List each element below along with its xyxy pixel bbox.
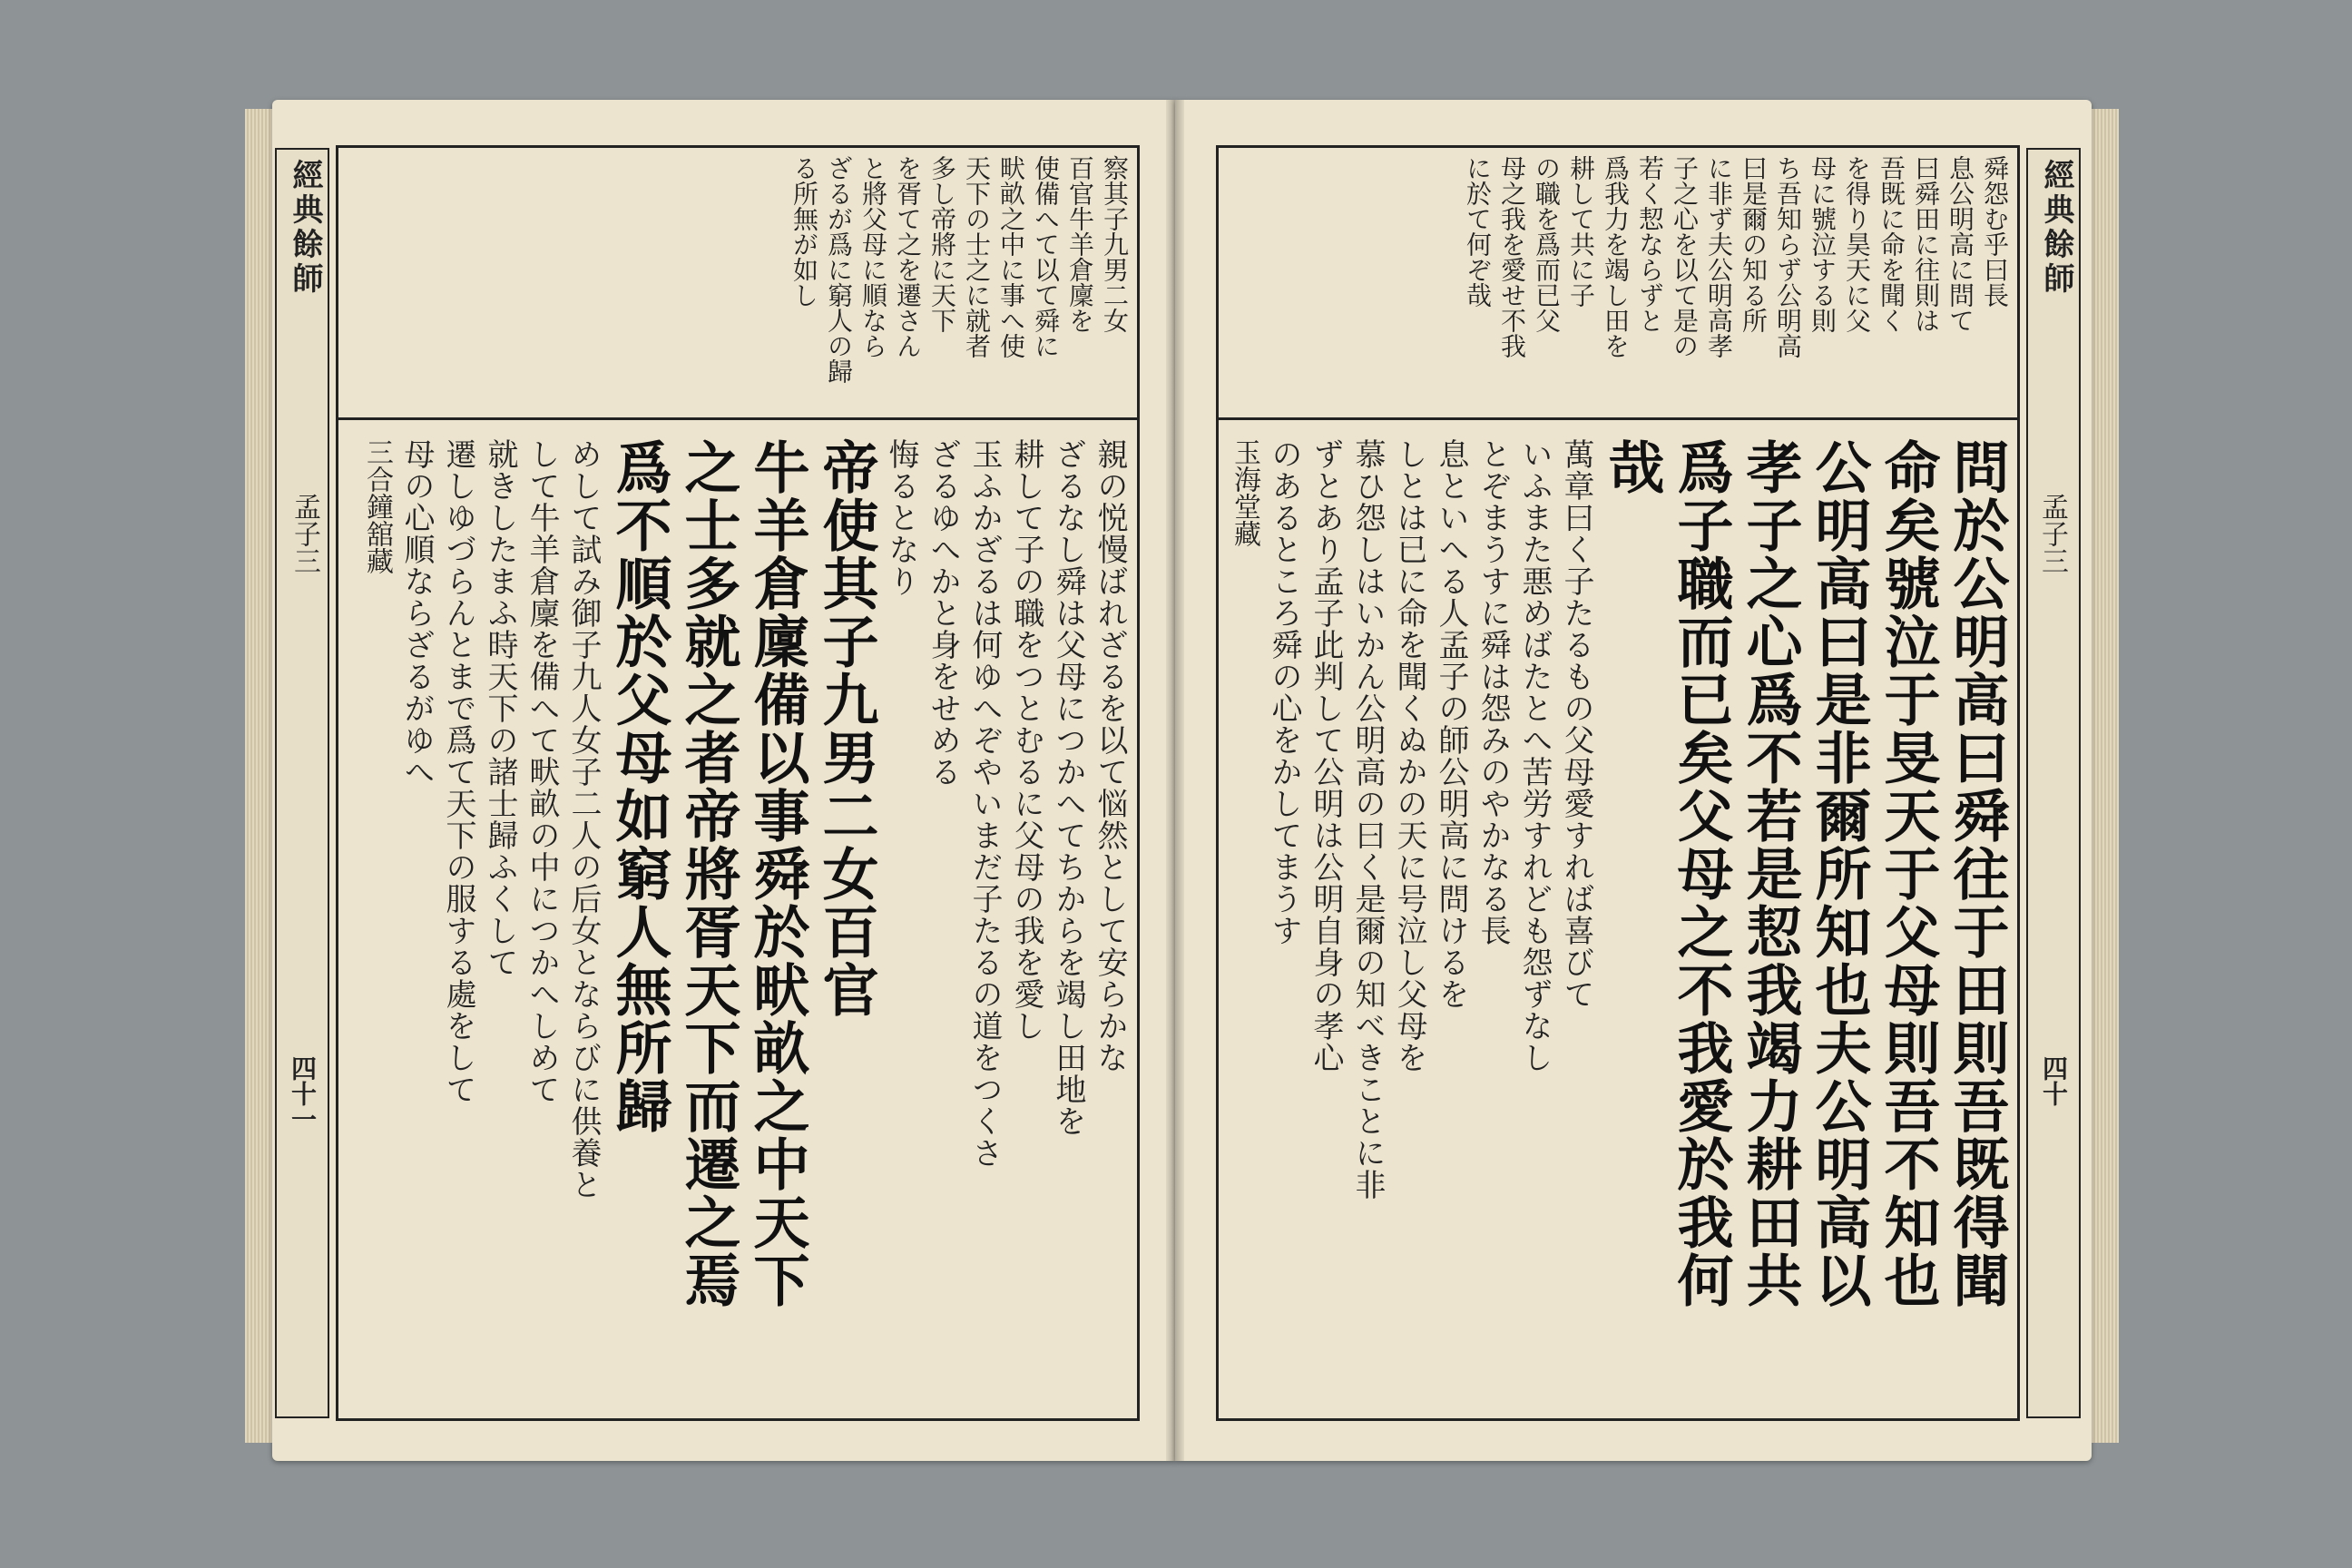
commentary-line: 慕ひ怨しはいかん公明高の曰く是爾の知べきことに非 <box>1349 438 1386 1200</box>
head-note: 母之我を愛せ不我 <box>1497 155 1527 358</box>
commentary-line: ずとあり孟子此判して公明は公明自身の孝心 <box>1308 438 1344 1073</box>
main-text-column: 牛羊倉廩備以事舜於畎畝之中天下 <box>744 438 810 1309</box>
head-note: 吾既に命を聞く <box>1877 155 1906 333</box>
commentary-line: しとは已に命を聞くぬかの天に号泣し父母を <box>1391 438 1427 1073</box>
commentary-line: ざるなし舜は父母につかへてちからを竭し田地を <box>1050 438 1086 1137</box>
commentary-line: 萬章曰く子たるもの父母愛すれば喜びて <box>1558 438 1594 1010</box>
head-note: を得り昊天に父 <box>1842 155 1872 333</box>
right-body-text <box>1219 429 2017 1418</box>
commentary-line: 就きしたまふ時天下の諸士歸ふくして <box>482 438 518 978</box>
page-stack-left <box>245 109 272 1443</box>
main-text-column: 爲子職而已矣父母之不我愛於我何 <box>1668 438 1734 1309</box>
left-section-label: 孟子三 <box>289 493 320 574</box>
head-note: 多し帝將に天下 <box>927 155 957 333</box>
right-text-frame <box>1216 145 2074 1421</box>
head-note: 子之心を以て是の <box>1670 155 1700 358</box>
head-note: 天下の士之に就者 <box>962 155 992 358</box>
commentary-line: 悔るとなり <box>883 438 919 597</box>
head-note: に於て何ぞ哉 <box>1463 155 1493 308</box>
head-note: 曰舜田に往則は <box>1911 155 1941 333</box>
head-note: ざるが爲に窮人の歸 <box>824 155 854 384</box>
head-note: 母に號泣する則 <box>1808 155 1838 333</box>
head-note: と將父母に順なら <box>858 155 888 358</box>
head-note: 曰是爾の知る所 <box>1739 155 1769 333</box>
head-note: に非ず夫公明高孝 <box>1704 155 1734 358</box>
main-text-column: 公明高曰是非爾所知也夫公明高以 <box>1806 438 1872 1309</box>
commentary-line: いふまた悪めばたとへ苦労すれども怨ずなし <box>1516 438 1553 1073</box>
page-stack-right <box>2092 109 2119 1443</box>
colophon-mark: 三合鐘舘藏 <box>361 438 393 574</box>
commentary-line: 玉ふかざるは何ゆへぞやいまだ子たるの道をつくさ <box>966 438 1003 1169</box>
commentary-line: 母の心順ならざるがゆへ <box>398 438 435 788</box>
main-text-column: 命矣號泣于旻天于父母則吾不知也 <box>1875 438 1941 1309</box>
right-folio-number: 四十 <box>2039 1055 2069 1106</box>
commentary-line: 息といへる人孟子の師公明高に問けるを <box>1433 438 1469 1010</box>
head-note: ち吾知らず公明高 <box>1773 155 1803 358</box>
commentary-line: 親の悦慢ばれざるを以て悩然として安らかな <box>1092 438 1128 1073</box>
head-note: 畎畝之中に事へ使 <box>996 155 1026 358</box>
right-section-label: 孟子三 <box>2036 493 2068 574</box>
main-text-column: 帝使其子九男二女百官 <box>813 438 879 1019</box>
main-text-column: 孝子之心爲不若是恝我竭力耕田共 <box>1737 438 1803 1309</box>
open-book <box>245 91 2123 1488</box>
right-head-notes <box>1219 148 2017 420</box>
head-note: る所無が如し <box>789 155 819 308</box>
head-note: 爲我力を竭し田を <box>1601 155 1631 358</box>
head-note: の職を爲而已父 <box>1532 155 1562 333</box>
head-note: 息公明高に問て <box>1945 155 1975 333</box>
head-note: を胥て之を遷さん <box>893 155 923 358</box>
head-note: 若く恝ならずと <box>1635 155 1665 333</box>
main-text-column: 爲不順於父母如窮人無所歸 <box>606 438 672 1135</box>
left-folio-number: 四十一 <box>288 1055 318 1132</box>
commentary-line: 耕して子の職をつとむるに父母の我を愛し <box>1008 438 1044 1042</box>
commentary-line: めして試み御子九人女子二人の后女とならびに供養と <box>565 438 602 1200</box>
commentary-line: ざるゆへかと身をせめる <box>925 438 961 788</box>
main-text-column: 問於公明高曰舜往于田則吾既得聞 <box>1944 438 2010 1309</box>
right-margin-title: 經典餘師 <box>2026 148 2081 1418</box>
commentary-line: のあるところ舜の心をかしてまうす <box>1266 438 1302 946</box>
head-note: 百官牛羊倉廩を <box>1065 155 1095 333</box>
main-text-column: 哉 <box>1599 438 1665 496</box>
commentary-line: して牛羊倉廩を備へて畎畝の中につかへしめて <box>524 438 560 1105</box>
left-margin-title: 經典餘師 <box>275 148 329 1418</box>
head-note: 察其子九男二女 <box>1100 155 1130 333</box>
commentary-line: 遷しゆづらんとまで爲て天下の服する處をして <box>440 438 476 1105</box>
head-note: 舜怨む乎曰長 <box>1980 155 2010 308</box>
colophon-mark: 玉海堂藏 <box>1229 438 1260 547</box>
head-note: 使備へて以て舜に <box>1031 155 1061 358</box>
main-text-column: 之士多就之者帝將胥天下而遷之焉 <box>675 438 741 1309</box>
left-body-text <box>338 429 1137 1418</box>
left-text-frame <box>287 145 1140 1421</box>
commentary-line: とぞまうすに舜は怨みのやかなる長 <box>1475 438 1511 946</box>
book-gutter <box>1166 100 1184 1461</box>
head-note: 耕して共に子 <box>1566 155 1596 308</box>
left-head-notes <box>338 148 1137 420</box>
